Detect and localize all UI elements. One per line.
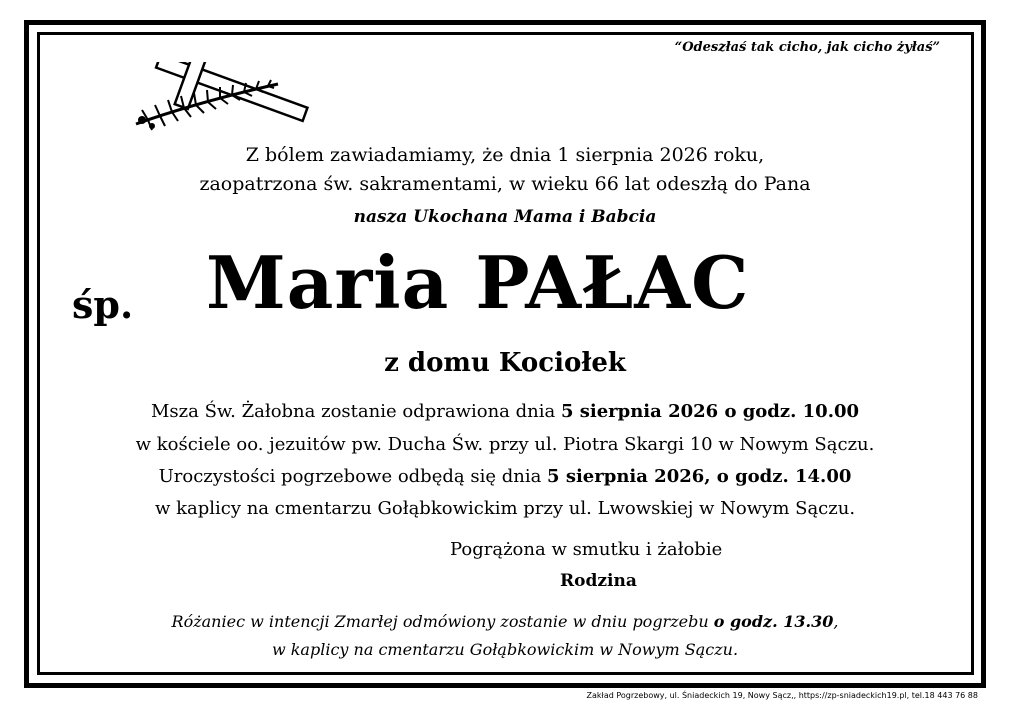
funeral-home-footer: Zakład Pogrzebowy, ul. Śniadeckich 19, Nowy Sącz,, https://zp-sniadeckich19.pl, tel.18 443 76 88	[586, 691, 978, 700]
mass-date-time: 5 sierpnia 2026 o godz. 10.00	[560, 401, 860, 422]
intro-line-3: nasza Ukochana Mama i Babcia	[353, 207, 657, 227]
rosary-line-2: w kaplicy na cmentarzu Gołąbkowickim w Nowym Sączu.	[271, 640, 739, 659]
mass-line-2: w kościele oo. jezuitów pw. Ducha Św. przy ul. Piotra Skargi 10 w Nowym Sączu.	[135, 434, 875, 455]
funeral-line-1	[0, 466, 1010, 487]
rosary-line-1-end: ,	[833, 612, 839, 631]
maiden-name: z domu Kociołek	[384, 348, 626, 378]
deceased-name: Maria PAŁAC	[206, 240, 750, 325]
funeral-line-2: w kaplicy na cmentarzu Gołąbkowickim przy ul. Lwowskiej w Nowym Sączu.	[154, 498, 856, 519]
intro-line-1: Z bólem zawiadamiamy, że dnia 1 sierpnia 2026 roku,	[245, 144, 765, 166]
family-signature: Rodzina	[560, 571, 637, 591]
funeral-date-time: 5 sierpnia 2026, o godz. 14.00	[547, 466, 852, 487]
mass-line-1	[0, 401, 1010, 422]
funeral-line-1-text: Uroczystości pogrzebowe odbędą się dnia	[158, 466, 548, 487]
rosary-line-1	[0, 612, 1010, 631]
cross-with-palm-icon	[128, 62, 328, 134]
name-prefix: śp.	[72, 282, 134, 327]
motto-quote: “Odeszłaś tak cicho, jak cicho żyłaś”	[674, 40, 940, 55]
intro-line-2: zaopatrzona św. sakramentami, w wieku 66 lat odeszłą do Pana	[199, 173, 811, 195]
mass-line-1-text: Msza Św. Żałobna zostanie odprawiona dnia	[150, 401, 561, 422]
mourners-line: Pogrążona w smutku i żałobie	[450, 539, 723, 560]
rosary-time: o godz. 13.30	[713, 612, 834, 631]
rosary-line-1-text: Różaniec w intencji Zmarłej odmówiony zostanie w dniu pogrzebu	[171, 612, 714, 631]
